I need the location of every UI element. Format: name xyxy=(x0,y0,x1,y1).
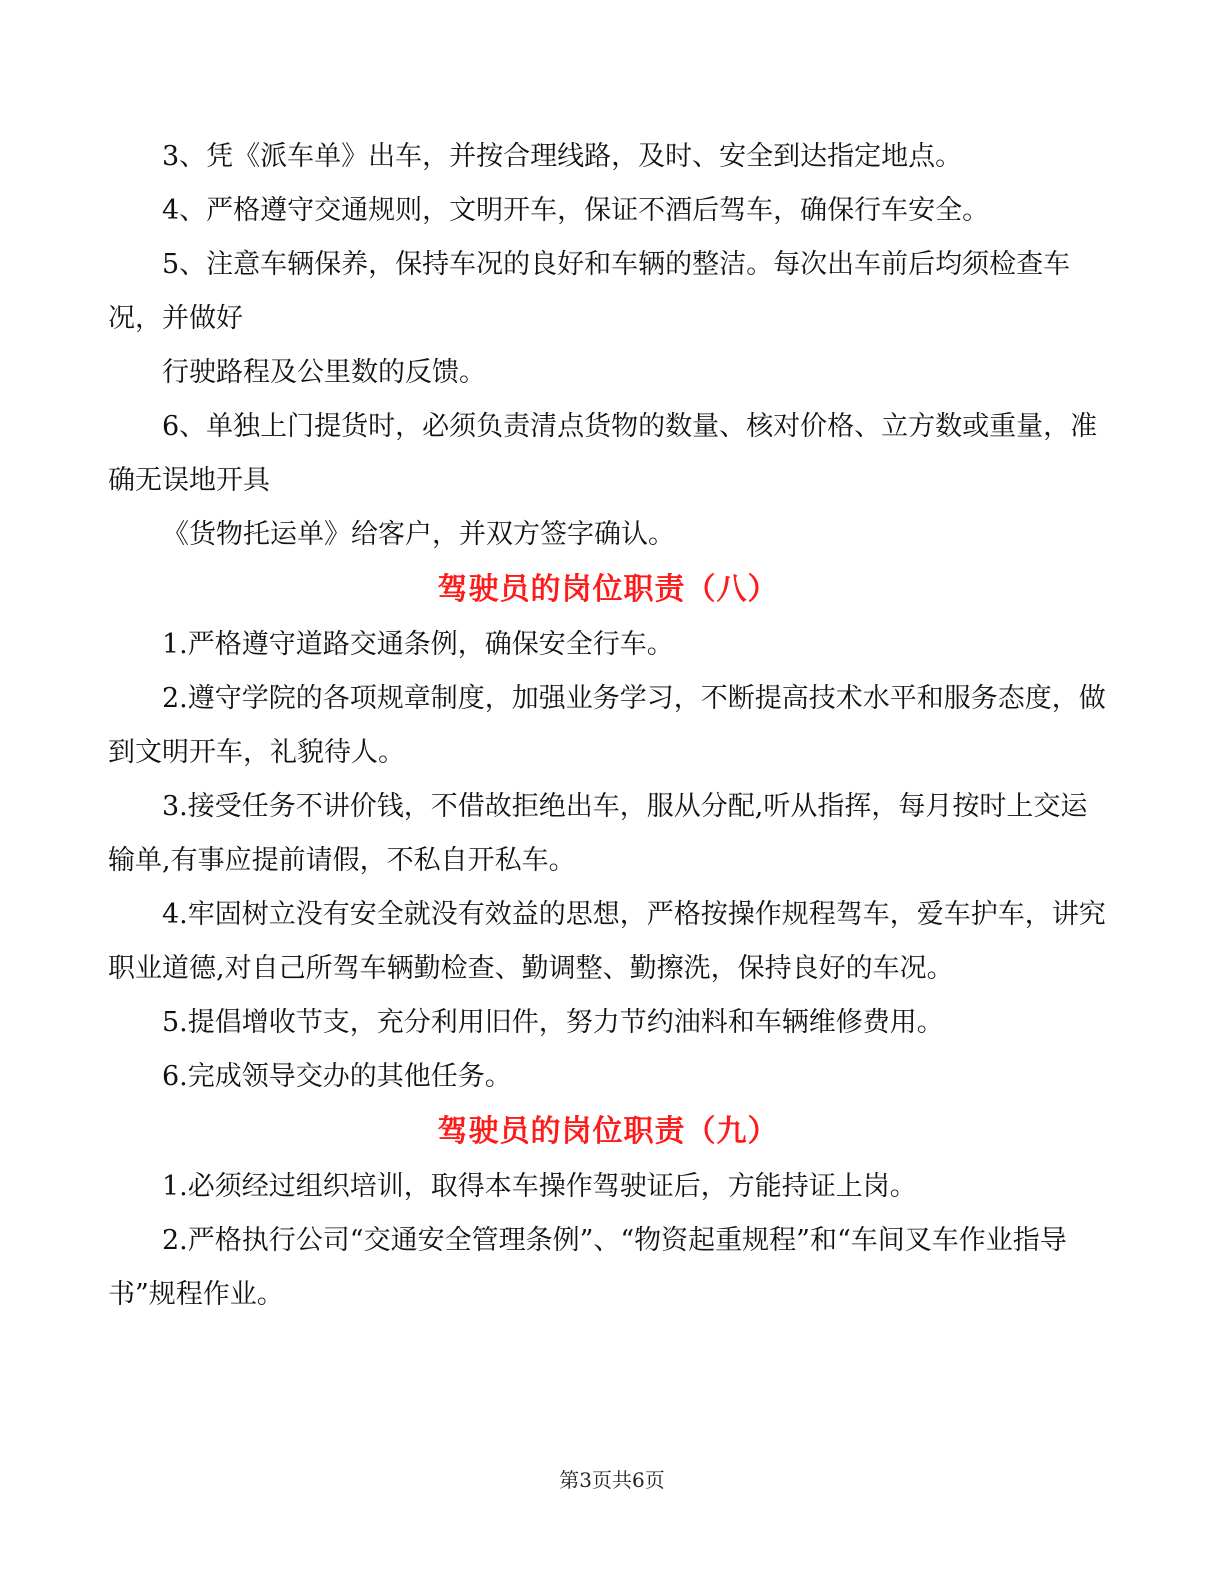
section-heading-9: 驾驶员的岗位职责（九） xyxy=(437,1114,779,1149)
duty-8-item-6: 6.完成领导交办的其他任务。 xyxy=(162,1061,512,1092)
duty-8-item-5: 5.提倡增收节支，充分利用旧件，努力节约油料和车辆维修费用。 xyxy=(162,1007,944,1038)
paragraph-item-5-continued: 行驶路程及公里数的反馈。 xyxy=(162,357,486,388)
paragraph-item-6-continued: 《货物托运单》给客户，并双方签字确认。 xyxy=(162,519,675,550)
duty-8-item-2: 2.遵守学院的各项规章制度，加强业务学习，不断提高技术水平和服务态度，做到文明开车，礼貌待人。 xyxy=(108,683,1106,768)
duty-9-item-2: 2.严格执行公司“交通安全管理条例”、“物资起重规程”和“车间叉车作业指导书”规程作业。 xyxy=(108,1225,1067,1310)
page-number-footer: 第3页共6页 xyxy=(559,1468,665,1492)
paragraph-item-6: 6、单独上门提货时，必须负责清点货物的数量、核对价格、立方数或重量，准确无误地开具 xyxy=(108,411,1098,496)
duty-8-item-1: 1.严格遵守道路交通条例，确保安全行车。 xyxy=(162,629,674,660)
duty-8-item-3: 3.接受任务不讲价钱，不借故拒绝出车，服从分配,听从指挥，每月按时上交运输单,有事应提前请假，不私自开私车。 xyxy=(108,791,1088,876)
document-body xyxy=(108,130,1108,1322)
section-heading-8: 驾驶员的岗位职责（八） xyxy=(437,572,779,607)
duty-8-item-4: 4.牢固树立没有安全就没有效益的思想，严格按操作规程驾车，爱车护车，讲究职业道德,对自己所驾车辆勤检查、勤调整、勤擦洗，保持良好的车况。 xyxy=(108,899,1106,984)
duty-9-item-1: 1.必须经过组织培训，取得本车操作驾驶证后，方能持证上岗。 xyxy=(162,1171,917,1202)
paragraph-item-4: 4、严格遵守交通规则，文明开车，保证不酒后驾车，确保行车安全。 xyxy=(162,195,990,226)
paragraph-item-3: 3、凭《派车单》出车，并按合理线路，及时、安全到达指定地点。 xyxy=(162,141,963,172)
paragraph-item-5: 5、注意车辆保养，保持车况的良好和车辆的整洁。每次出车前后均须检查车况，并做好 xyxy=(108,249,1071,334)
